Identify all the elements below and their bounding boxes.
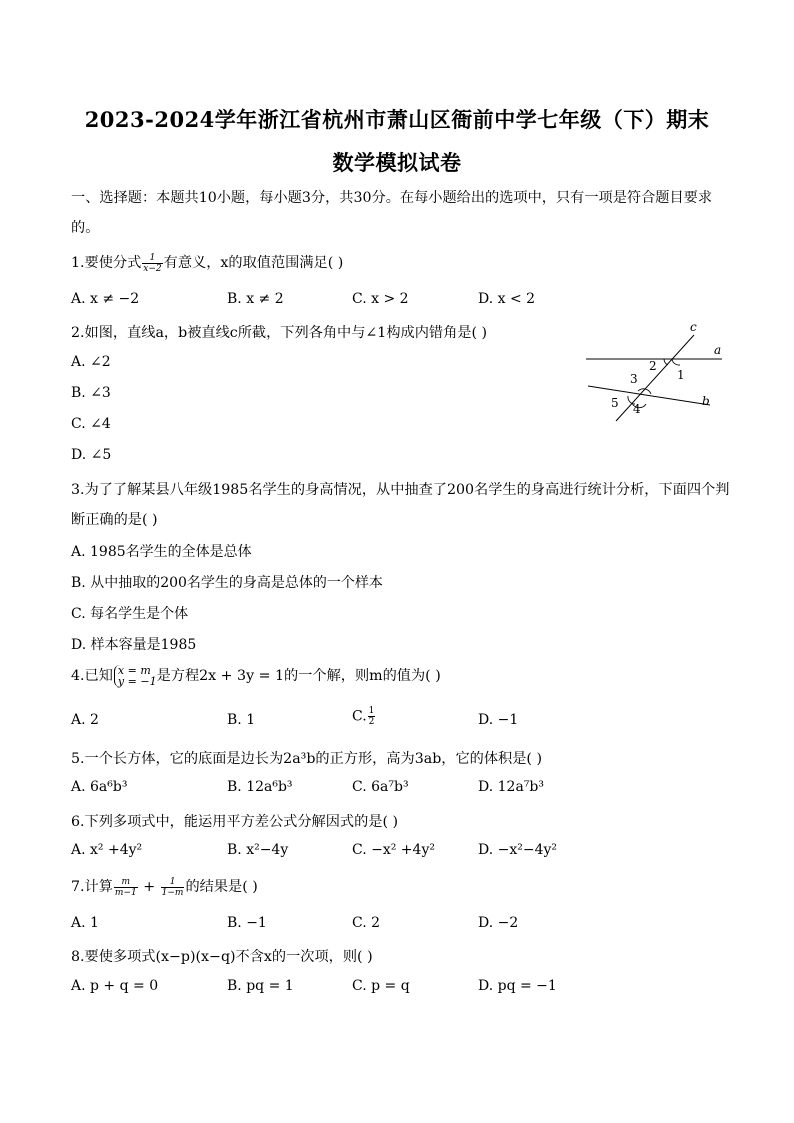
q1-suffix: 有意义，x的取值范围满足( ) — [163, 255, 344, 271]
q7-fraction-1 — [114, 877, 138, 898]
section-instructions-line2: 的。 — [71, 220, 100, 236]
q7-option-b[interactable]: B. −1 — [227, 915, 267, 931]
question-4 — [71, 665, 441, 687]
q7-suffix: 的结果是( ) — [185, 879, 258, 895]
q4-option-d[interactable]: D. −1 — [478, 712, 519, 728]
q4-suffix: 是方程2x + 3y = 1的一个解，则m的值为( ) — [156, 668, 441, 684]
label-1: 1 — [677, 368, 685, 382]
question-3-line1: 3.为了了解某县八年级1985名学生的身高情况，从中抽查了200名学生的身高进行统计分析，下面四个判 — [71, 482, 730, 498]
q7-prefix: 7.计算 — [71, 879, 113, 895]
q6-option-b[interactable]: B. x²−4y — [227, 842, 289, 858]
q7-f1-num: m — [114, 877, 138, 888]
q4-option-c-fraction — [368, 706, 376, 727]
angle-1-arc — [672, 359, 680, 365]
label-b: b — [702, 394, 710, 408]
q4-optc-num: 1 — [368, 706, 375, 716]
q6-option-c[interactable]: C. −x² +4y² — [352, 842, 435, 858]
q7-plus: + — [138, 879, 160, 895]
q5-option-c[interactable]: C. 6a⁷b³ — [352, 779, 409, 795]
q8-option-b[interactable]: B. pq = 1 — [227, 978, 294, 994]
q8-option-d[interactable]: D. pq = −1 — [478, 978, 557, 994]
q4-equation-system — [114, 665, 157, 687]
q1-frac-den: x−2 — [143, 263, 162, 274]
q2-option-b[interactable]: B. ∠3 — [71, 385, 111, 401]
exam-title-line2: 数学模拟试卷 — [332, 150, 462, 175]
line-b — [588, 386, 710, 405]
q4-option-c[interactable] — [352, 706, 376, 727]
q8-option-a[interactable]: A. p + q = 0 — [71, 978, 159, 994]
q4-optc-den: 2 — [368, 717, 375, 727]
q7-option-a[interactable]: A. 1 — [71, 915, 99, 931]
label-3: 3 — [630, 372, 638, 386]
q4-option-c-label: C. — [352, 708, 367, 725]
q4-option-a[interactable]: A. 2 — [71, 712, 99, 728]
q5-option-b[interactable]: B. 12a⁶b³ — [227, 779, 293, 795]
q3-option-a[interactable]: A. 1985名学生的全体是总体 — [71, 544, 252, 560]
q7-option-c[interactable]: C. 2 — [352, 915, 381, 931]
label-4: 4 — [633, 402, 641, 416]
label-a: a — [714, 343, 722, 357]
question-6: 6.下列多项式中，能运用平方差公式分解因式的是( ) — [71, 814, 399, 830]
question-7 — [71, 876, 258, 898]
q3-option-c[interactable]: C. 每名学生是个体 — [71, 606, 189, 622]
question-5: 5.一个长方体，它的底面是边长为2a³b的正方形，高为3ab，它的体积是( ) — [71, 751, 543, 767]
q3-option-d[interactable]: D. 样本容量是1985 — [71, 637, 197, 653]
q1-option-b[interactable]: B. x ≠ 2 — [227, 291, 284, 307]
q4-sys-top: x = m — [117, 664, 151, 677]
q6-option-a[interactable]: A. x² +4y² — [71, 842, 143, 858]
q5-option-a[interactable]: A. 6a⁶b³ — [71, 779, 128, 795]
q7-f2-den: 1−m — [161, 887, 184, 898]
exam-title-line1: 2023-2024学年浙江省杭州市萧山区衙前中学七年级（下）期末 — [84, 107, 710, 132]
q7-f2-num: 1 — [161, 877, 185, 888]
q1-prefix: 1.要使分式 — [71, 255, 142, 271]
q4-option-b[interactable]: B. 1 — [227, 712, 256, 728]
q7-f1-den: m−1 — [114, 887, 137, 898]
q4-prefix: 4.已知 — [71, 668, 113, 684]
q2-figure-parallel-lines — [580, 316, 730, 426]
q6-option-d[interactable]: D. −x²−4y² — [478, 842, 558, 858]
q1-option-c[interactable]: C. x > 2 — [352, 291, 409, 307]
q1-fraction — [142, 253, 162, 274]
q7-option-d[interactable]: D. −2 — [478, 915, 519, 931]
question-1 — [71, 252, 343, 274]
q2-option-d[interactable]: D. ∠5 — [71, 447, 112, 463]
q1-option-a[interactable]: A. x ≠ −2 — [71, 291, 140, 307]
label-5: 5 — [611, 396, 619, 410]
question-2: 2.如图，直线a，b被直线c所截，下列各角中与∠1构成内错角是( ) — [71, 325, 488, 341]
q2-option-a[interactable]: A. ∠2 — [71, 354, 111, 370]
q1-option-d[interactable]: D. x < 2 — [478, 291, 536, 307]
q5-option-d[interactable]: D. 12a⁷b³ — [478, 779, 544, 795]
label-2: 2 — [649, 359, 657, 373]
q8-option-c[interactable]: C. p = q — [352, 978, 410, 994]
question-8: 8.要使多项式(x−p)(x−q)不含x的一次项，则( ) — [71, 949, 373, 965]
q2-option-c[interactable]: C. ∠4 — [71, 416, 111, 432]
q1-frac-num: 1 — [142, 253, 162, 264]
question-3-line2: 断正确的是( ) — [71, 512, 158, 528]
section-instructions-line1: 一、选择题：本题共10小题，每小题3分，共30分。在每小题给出的选项中，只有一项是符合题目要求 — [71, 190, 713, 206]
label-c: c — [690, 320, 697, 334]
q4-sys-bottom: y = −1 — [117, 675, 157, 688]
q3-option-b[interactable]: B. 从中抽取的200名学生的身高是总体的一个样本 — [71, 575, 383, 591]
q7-fraction-2 — [161, 877, 185, 898]
